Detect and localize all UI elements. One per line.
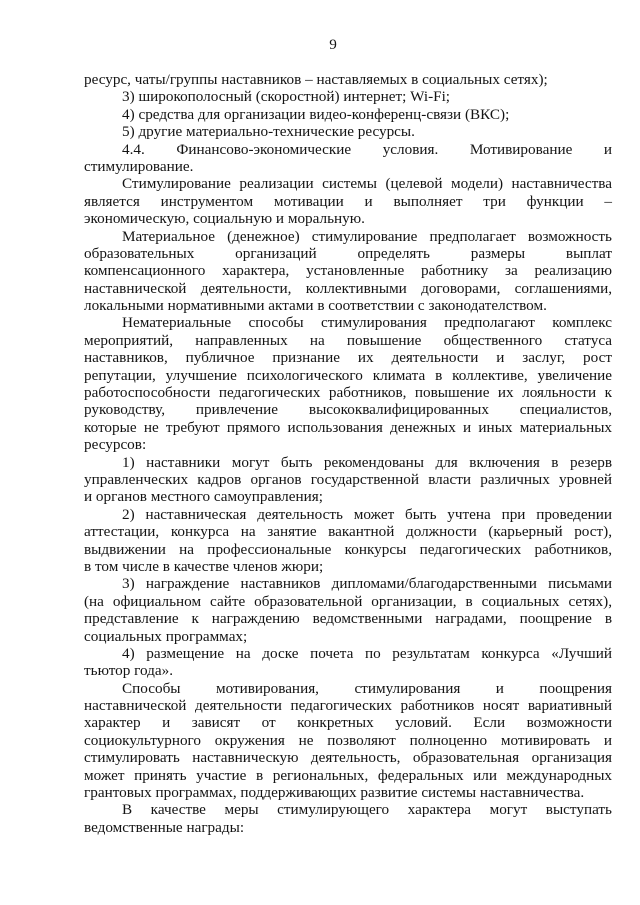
paragraph bbox=[84, 314, 612, 453]
text-line bbox=[84, 593, 612, 610]
text-line bbox=[84, 88, 612, 105]
text-line bbox=[84, 401, 612, 418]
text-line bbox=[84, 332, 612, 349]
text-line bbox=[84, 367, 612, 384]
paragraph bbox=[84, 123, 612, 140]
paragraph bbox=[84, 175, 612, 227]
text-line bbox=[84, 801, 612, 818]
line-text: наставников, публичное признание их деятельности и заслуг, рост bbox=[84, 349, 612, 367]
text-line bbox=[84, 193, 612, 210]
document-body bbox=[84, 71, 612, 836]
line-text: и органов местного самоуправления; bbox=[84, 488, 323, 506]
line-text: социокультурного окружения не позволяют полноценно мотивировать и bbox=[84, 731, 612, 749]
text-line bbox=[84, 158, 612, 175]
line-text: ведомственные награды: bbox=[84, 818, 245, 836]
line-text: Нематериальные способы стимулирования предполагают комплекс bbox=[122, 314, 612, 332]
text-line bbox=[84, 697, 612, 714]
text-line bbox=[84, 210, 612, 227]
text-line bbox=[84, 471, 612, 488]
text-line bbox=[84, 628, 612, 645]
text-line bbox=[84, 714, 612, 731]
paragraph bbox=[84, 680, 612, 802]
line-text: в том числе в качестве членов жюри; bbox=[84, 557, 324, 575]
line-text: Способы мотивирования, стимулирования и поощрения bbox=[122, 679, 612, 697]
paragraph bbox=[84, 106, 612, 123]
list-item bbox=[84, 645, 612, 680]
line-text: 3) награждение наставников дипломами/благодарственными письмами bbox=[122, 575, 612, 593]
paragraph bbox=[84, 228, 612, 315]
text-line bbox=[84, 384, 612, 401]
line-text: Стимулирование реализации системы (целевой модели) наставничества bbox=[122, 175, 612, 193]
text-line bbox=[84, 575, 612, 592]
line-text: 2) наставническая деятельность может быть учтена при проведении bbox=[122, 505, 612, 523]
line-text: 5) другие материально-технические ресурсы. bbox=[122, 123, 415, 141]
line-text: экономическую, социальную и моральную. bbox=[84, 210, 365, 228]
text-line bbox=[84, 141, 612, 158]
line-text: характер и зависят от конкретных условий. Если возможности bbox=[84, 714, 612, 732]
line-text: наставнической деятельности, коллективными договорами, соглашениями, bbox=[84, 279, 612, 297]
line-text: Материальное (денежное) стимулирование предполагает возможность bbox=[122, 227, 612, 245]
line-text: мероприятий, направленных на повышение общественного статуса bbox=[84, 331, 612, 349]
text-line bbox=[84, 314, 612, 331]
line-text: репутации, улучшение психологического климата в коллективе, увеличение bbox=[84, 366, 612, 384]
line-text: стимулировать наставническую деятельность, образовательная организация bbox=[84, 749, 612, 767]
line-text: тьютор года». bbox=[84, 662, 173, 680]
list-item bbox=[84, 575, 612, 645]
line-text: работоспособности педагогических работников, повышение их лояльности к bbox=[84, 384, 612, 402]
text-line bbox=[84, 523, 612, 540]
line-text: 4) размещение на доске почета по результатам конкурса «Лучший bbox=[122, 644, 612, 662]
text-line bbox=[84, 280, 612, 297]
text-line bbox=[84, 732, 612, 749]
line-text: представление к награждению ведомственными наградами, поощрение в bbox=[84, 610, 612, 628]
line-text: грантовых программах, поддерживающих развитие системы наставничества. bbox=[84, 784, 585, 802]
text-line bbox=[84, 262, 612, 279]
line-text: В качестве меры стимулирующего характера могут выступать bbox=[122, 801, 612, 819]
text-line bbox=[84, 819, 612, 836]
page-number: 9 bbox=[329, 36, 337, 53]
line-text: компенсационного характера, установленные работнику за реализацию bbox=[84, 262, 612, 280]
text-line bbox=[84, 106, 612, 123]
text-line bbox=[84, 71, 612, 88]
text-line bbox=[84, 506, 612, 523]
line-text: 4.4. Финансово-экономические условия. Мотивирование и bbox=[122, 140, 612, 158]
line-text: 1) наставники могут быть рекомендованы для включения в резерв bbox=[122, 453, 612, 471]
line-text: локальными нормативными актами в соответствии с законодателством. bbox=[84, 297, 547, 315]
line-text: образовательных организаций определять размеры выплат bbox=[84, 244, 612, 262]
line-text: аттестации, конкурса на занятие вакантной должности (карьерный рост), bbox=[84, 523, 612, 541]
text-line bbox=[84, 175, 612, 192]
line-text: управленческих кадров органов государственной власти различных уровней bbox=[84, 470, 612, 488]
text-line bbox=[84, 541, 612, 558]
line-text: социальных программах; bbox=[84, 627, 248, 645]
paragraph bbox=[84, 88, 612, 105]
line-text: выдвижении на профессиональные конкурсы педагогических работников, bbox=[84, 540, 612, 558]
text-line bbox=[84, 558, 612, 575]
text-line bbox=[84, 767, 612, 784]
text-line bbox=[84, 454, 612, 471]
line-text: руководству, привлечение высококвалифицированных специалистов, bbox=[84, 401, 612, 419]
text-line bbox=[84, 123, 612, 140]
line-text: наставнической деятельности педагогических работников носят вариативный bbox=[84, 697, 612, 715]
text-line bbox=[84, 680, 612, 697]
line-text: 4) средства для организации видео-конференц-связи (ВКС); bbox=[122, 105, 510, 123]
line-text: может принять участие в региональных, федеральных или международных bbox=[84, 766, 612, 784]
list-item bbox=[84, 454, 612, 506]
line-text: которые не требуют прямого использования денежных и иных материальных bbox=[84, 418, 612, 436]
section-heading bbox=[84, 141, 612, 176]
line-text: (на официальном сайте образовательной организации, в социальных сетях), bbox=[84, 592, 612, 610]
line-text: является инструментом мотивации и выполняет три функции – bbox=[84, 192, 612, 210]
paragraph bbox=[84, 71, 612, 88]
text-line bbox=[84, 610, 612, 627]
line-text: 3) широкополосный (скоростной) интернет; Wi-Fi; bbox=[122, 88, 451, 106]
text-line bbox=[84, 488, 612, 505]
line-text: ресурс, чаты/группы наставников – наставляемых в социальных сетях); bbox=[84, 71, 548, 88]
text-line bbox=[84, 436, 612, 453]
text-line bbox=[84, 784, 612, 801]
text-line bbox=[84, 228, 612, 245]
list-item bbox=[84, 506, 612, 576]
text-line bbox=[84, 349, 612, 366]
text-line bbox=[84, 645, 612, 662]
line-text: ресурсов: bbox=[84, 436, 147, 454]
line-text: стимулирование. bbox=[84, 157, 194, 175]
text-line bbox=[84, 419, 612, 436]
text-line bbox=[84, 245, 612, 262]
text-line bbox=[84, 662, 612, 679]
text-line bbox=[84, 297, 612, 314]
text-line bbox=[84, 749, 612, 766]
paragraph bbox=[84, 801, 612, 836]
